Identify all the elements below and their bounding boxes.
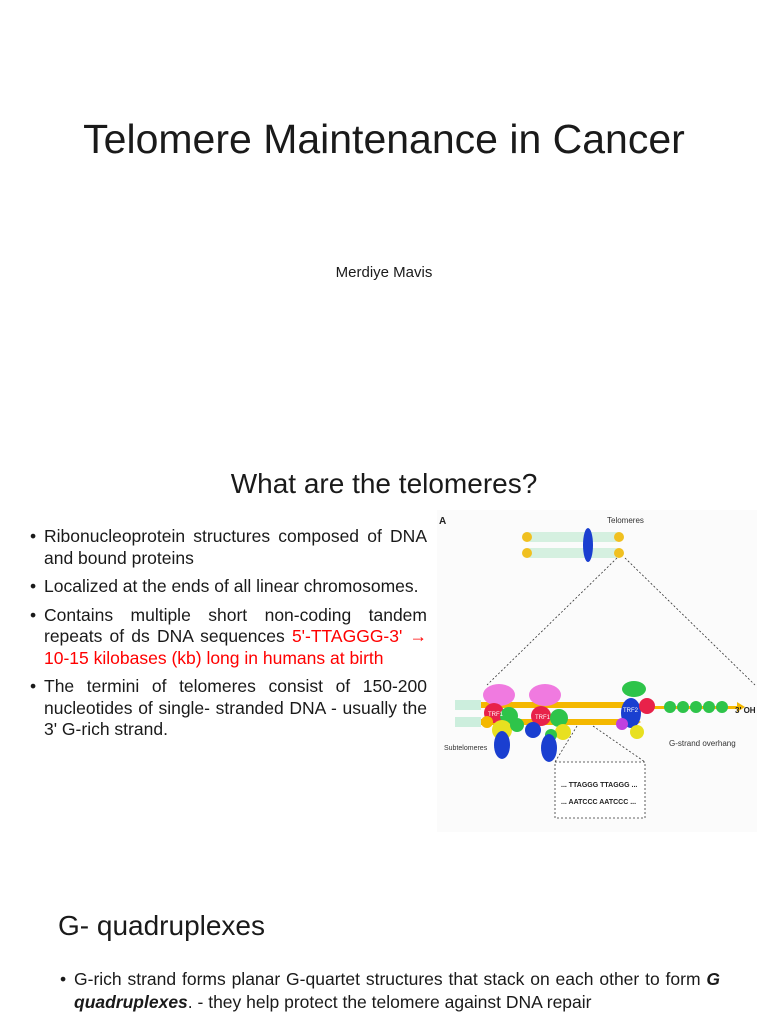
- bullet-list: [30, 526, 427, 748]
- telomere-diagram: [437, 510, 757, 832]
- overhang-label: G-strand overhang: [669, 739, 736, 748]
- shelterin-complex: [616, 681, 655, 739]
- three-prime-label: 3' OH: [735, 706, 756, 715]
- bullet-item: [30, 605, 427, 670]
- slide-title: G- quadruplexes: [58, 910, 266, 941]
- trf2-label: TRF2: [623, 708, 638, 714]
- telomeres-label: Telomeres: [607, 516, 644, 525]
- slide-title: What are the telomeres?: [230, 468, 538, 499]
- bullet-text: . - they help protect the telomere against DNA repair: [187, 992, 592, 1012]
- zoom-lines: [487, 558, 755, 685]
- emphasized-term: G quadruplexes: [74, 969, 720, 1012]
- sequence-top: ... TTAGGG TTAGGG ...: [561, 782, 638, 789]
- author-name: Merdiye Mavis: [335, 264, 433, 281]
- bullet-item: • The termini of telomeres consist of 150-200 nucleotides of single- stranded DNA - usually the 3' G-rich strand.: [30, 676, 427, 741]
- pot1-proteins: [664, 701, 728, 713]
- chromosome-icon: [522, 528, 624, 562]
- trf1-label: TRF1: [488, 712, 503, 718]
- sequence-box: [555, 726, 645, 818]
- panel-label: A: [439, 516, 447, 527]
- shelterin-complex: [525, 684, 571, 762]
- bullet-item: • Localized at the ends of all linear chromosomes.: [30, 576, 427, 598]
- bullet-item: • Ribonucleoprotein structures composed of DNA and bound proteins: [30, 526, 427, 569]
- sequence-bottom: ... AATCCC AATCCC ...: [561, 799, 637, 806]
- g-quadruplex-slide: [0, 880, 768, 1024]
- telomeres-slide: [0, 448, 768, 880]
- bullet-item: [60, 968, 720, 1014]
- telomere-diagram-svg: [437, 510, 757, 832]
- title-slide: [0, 0, 768, 448]
- trf1-label-2: TRF1: [535, 715, 550, 721]
- presentation-title: Telomere Maintenance in Cancer: [83, 116, 685, 162]
- subtelomeres-label: Subtelomeres: [444, 745, 488, 752]
- highlighted-sequence: 5'-TTAGGG-3' → 10-15 kilobases (kb) long in humans at birth: [44, 626, 427, 668]
- bullet-list: [60, 968, 720, 1014]
- bullet-text: Contains multiple short non-coding tandem repeats of ds DNA sequences: [44, 604, 427, 646]
- bullet-text: G-rich strand forms planar G-quartet structures that stack on each other to form: [74, 969, 707, 989]
- shelterin-complex: [481, 684, 524, 759]
